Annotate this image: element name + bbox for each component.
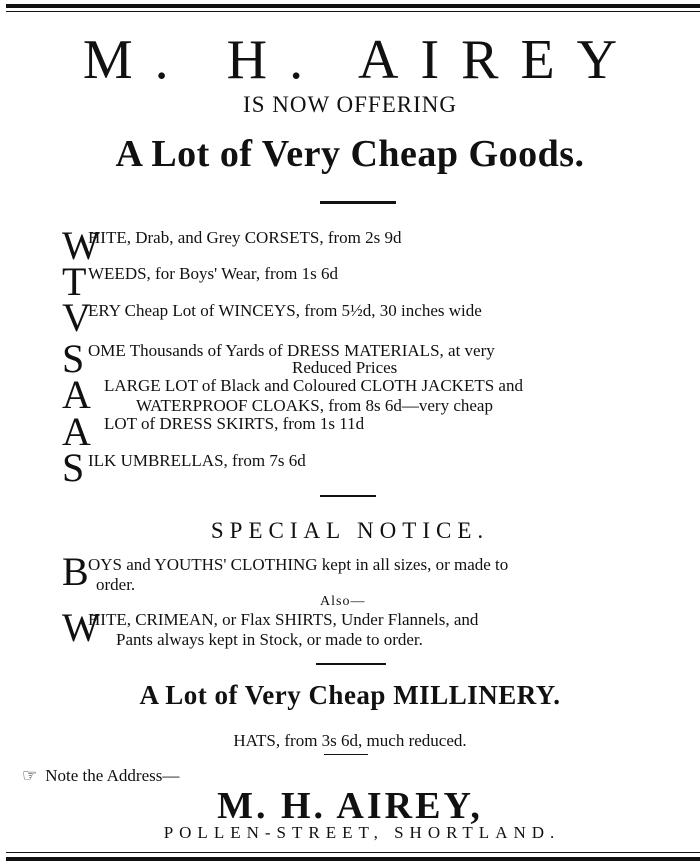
- item-initial: S: [62, 445, 85, 490]
- top-border-thin: [6, 11, 700, 12]
- divider-rule: [320, 201, 396, 204]
- pointing-hand-icon: ☞: [22, 766, 38, 785]
- item-dress-materials-cont: Reduced Prices: [292, 358, 398, 377]
- item-dress-skirts: LOT of DRESS SKIRTS, from 1s 11d: [104, 414, 365, 433]
- shirts-initial: W: [62, 605, 100, 650]
- merchant-title: M. H. AIREY: [82, 29, 640, 91]
- item-initial: W: [62, 223, 100, 268]
- hats-line: HATS, from 3s 6d, much reduced.: [233, 731, 467, 750]
- special-notice-heading: SPECIAL NOTICE.: [210, 518, 490, 543]
- street-address: POLLEN-STREET, SHORTLAND.: [163, 823, 561, 842]
- item-cloth-jackets-cont: WATERPROOF CLOAKS, from 8s 6d—very cheap: [136, 396, 493, 415]
- item-initial: A: [62, 372, 91, 417]
- item-initial: T: [62, 259, 87, 304]
- item-winceys: ERY Cheap Lot of WINCEYS, from 5½d, 30 inches wide: [88, 301, 482, 320]
- item-initial: A: [62, 409, 91, 454]
- divider-rule: [324, 754, 368, 755]
- divider-rule: [320, 495, 376, 497]
- offering-subtitle: IS NOW OFFERING: [243, 92, 457, 117]
- also-label: Also—: [320, 594, 366, 609]
- bottom-border-thin: [6, 852, 700, 853]
- address-note-text: Note the Address—: [45, 766, 180, 785]
- item-tweeds: WEEDS, for Boys' Wear, from 1s 6d: [88, 264, 338, 283]
- item-initial: V: [62, 295, 91, 340]
- item-cloth-jackets: LARGE LOT of Black and Coloured CLOTH JACKETS and: [104, 376, 523, 395]
- shirts-line: HITE, CRIMEAN, or Flax SHIRTS, Under Flannels, and: [88, 610, 479, 629]
- top-border-thick: [6, 4, 700, 8]
- item-silk-umbrellas: ILK UMBRELLAS, from 7s 6d: [88, 451, 306, 470]
- boys-initial: B: [62, 549, 89, 594]
- boys-clothing-line: OYS and YOUTHS' CLOTHING kept in all sizes, or made to: [88, 555, 509, 574]
- boys-clothing-line2: order.: [96, 575, 136, 594]
- cheap-goods-headline: A Lot of Very Cheap Goods.: [115, 133, 585, 175]
- item-initial: S: [62, 336, 85, 381]
- shirts-line2: Pants always kept in Stock, or made to order.: [116, 630, 423, 649]
- merchant-signature: M. H. AIREY,: [217, 785, 483, 827]
- address-note: [22, 766, 179, 786]
- millinery-headline: A Lot of Very Cheap MILLINERY.: [139, 680, 561, 710]
- item-corsets: HITE, Drab, and Grey CORSETS, from 2s 9d: [88, 228, 402, 247]
- divider-rule: [316, 663, 386, 665]
- item-dress-materials: OME Thousands of Yards of DRESS MATERIALS, at very: [88, 341, 495, 360]
- bottom-border-thick: [6, 857, 700, 861]
